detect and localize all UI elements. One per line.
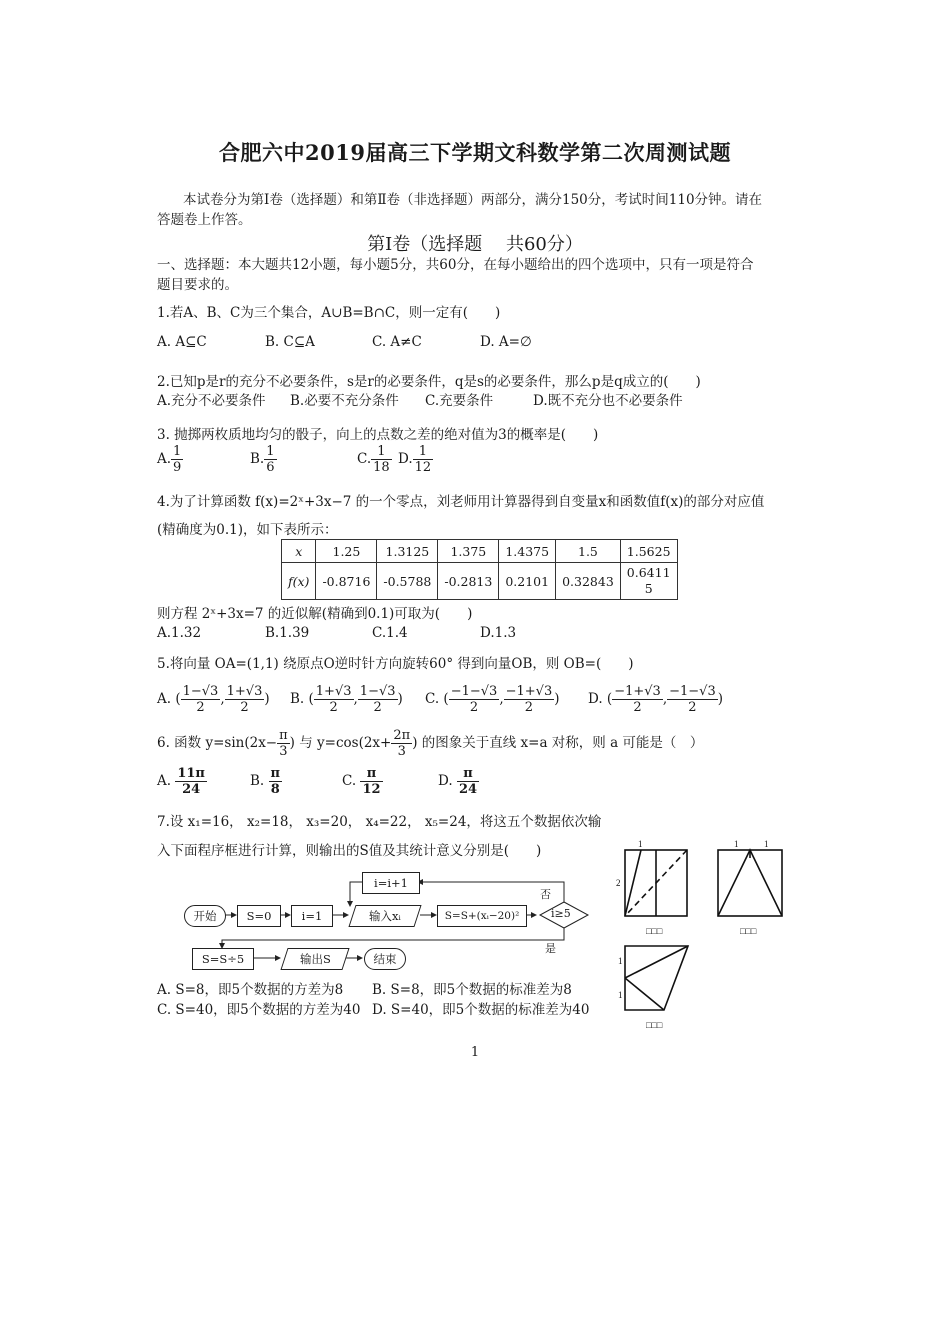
table-cell: 1.375: [438, 540, 499, 563]
q6-option-b: [250, 766, 282, 797]
frac-den: 12: [362, 782, 381, 797]
q6-stem-part: ) 的图象关于直线 x=a 对称，则 a 可能是（ ）: [412, 735, 704, 751]
flow-yes-label: 是: [545, 942, 556, 955]
fraction: [449, 684, 500, 715]
option-label: B. (: [290, 691, 314, 707]
fraction: [612, 684, 663, 715]
frac-num: 1−√3: [359, 684, 396, 699]
frac-den: 2: [240, 700, 249, 715]
table-cell: 1.5: [556, 540, 621, 563]
table-row: [282, 563, 678, 600]
frac-den: 2: [469, 700, 479, 715]
frac-den: 24: [458, 782, 478, 797]
frac-den: 2: [196, 700, 205, 715]
q4-option-a: A.1.32: [157, 625, 202, 641]
frac-den: 9: [173, 460, 182, 475]
frac-num: −1−√3: [669, 684, 716, 699]
frac-num: π: [270, 766, 281, 781]
flow-divide: S=S÷5: [192, 948, 254, 970]
q3-option-d-fraction: [413, 444, 434, 475]
q1-option-d: D. A=∅: [480, 334, 532, 350]
option-label: D. (: [588, 691, 613, 707]
q5-option-c: C. ( $\frac{-1-√3}{2}$ , $\frac{-1+√3}{2}$ ): [425, 684, 560, 715]
intro-line-2: 答题卷上作答。: [157, 212, 252, 228]
option-label: A. (: [157, 691, 181, 707]
flow-increment: i=i+1: [362, 872, 420, 894]
q2-stem: 2.已知p是r的充分不必要条件，s是r的必要条件，q是s的必要条件，那么p是q成立的( ): [157, 374, 701, 390]
table-cell: 1.3125: [377, 540, 438, 563]
q2-option-c: C.充要条件: [425, 393, 494, 409]
q3-option-b-fraction: [264, 444, 276, 475]
q3-stem: 3. 抛掷两枚质地均匀的骰子，向上的点数之差的绝对值为3的概率是( ): [157, 427, 599, 443]
option-label: A.: [157, 773, 172, 789]
q7-option-c: C. S=40，即5个数据的方差为40: [157, 1002, 361, 1018]
q3-option-c: [357, 444, 392, 475]
fraction: [457, 766, 479, 797]
table-cell: -0.2813: [438, 563, 499, 600]
q3-option-c-label: C.: [357, 451, 372, 467]
q2-option-b: B.必要不充分条件: [290, 393, 399, 409]
frac-den: 3: [397, 744, 406, 759]
q3-option-a-fraction: [171, 444, 183, 475]
q2-option-a: A.充分不必要条件: [157, 393, 266, 409]
fraction: [667, 684, 718, 715]
q3-option-b-label: B.: [250, 451, 265, 467]
fraction: [269, 766, 283, 797]
frac-num: 1−√3: [182, 684, 219, 699]
top-side-dim-b: 1: [618, 990, 623, 1000]
q1-option-b: B. C⊆A: [265, 334, 315, 350]
q2-option-d: D.既不充分也不必要条件: [533, 393, 683, 409]
side-view-caption: □□□: [740, 926, 757, 936]
close-paren: ): [554, 691, 560, 707]
flow-init-i: i=1: [291, 905, 333, 927]
q4-option-d: D.1.3: [480, 625, 517, 641]
q5-option-d: D. ( $\frac{-1+√3}{2}$ , $\frac{-1-√3}{2}$ ): [588, 684, 724, 715]
frac-num: 1: [371, 444, 392, 460]
frac-den: 24: [182, 782, 201, 797]
close-paren: ): [264, 691, 270, 707]
front-side-dim: 2: [616, 878, 621, 888]
q4-stem-line-1: 4.为了计算函数 f(x)=2ˣ+3x−7 的一个零点，刘老师用计算器得到自变量x和函数值f(x)的部分对应值: [157, 494, 765, 510]
table-cell: -0.8716: [316, 563, 377, 600]
q5-option-b: B. ( $\frac{1+√3}{2}$ , $\frac{1-√3}{2}$ ): [290, 684, 403, 715]
flow-input: [348, 905, 421, 927]
top-view-caption: □□□: [646, 1020, 663, 1030]
close-paren: ): [717, 691, 724, 707]
three-view-figure: [610, 838, 790, 1038]
frac-num: 11π: [177, 766, 205, 781]
frac-den: 2: [633, 700, 642, 715]
frac-num: 1: [173, 444, 182, 459]
front-view-caption: □□□: [646, 926, 663, 936]
q3-option-d-label: D.: [398, 451, 413, 467]
q3-option-c-fraction: [371, 444, 392, 475]
top-side-dim-a: 1: [618, 956, 623, 966]
flow-output: [280, 948, 349, 970]
q6-stem-part: ) 与 y=cos(2x+: [289, 735, 392, 751]
q1-option-c: C. A≠C: [372, 334, 422, 350]
q1-option-a: A. A⊆C: [157, 334, 207, 350]
top-view: [625, 946, 688, 1010]
q5-option-a: A. ( $\frac{1-√3}{2}$ , $\frac{1+√3}{2}$ ): [157, 684, 270, 715]
fraction: [314, 684, 354, 715]
fraction: [358, 684, 398, 715]
frac-den: 6: [266, 460, 275, 475]
side-top-dim-b: 1: [764, 839, 769, 849]
table-cell: 0.32843: [556, 563, 621, 600]
q7-option-d: D. S=40，即5个数据的标准差为40: [372, 1002, 590, 1018]
q7-stem-line-2: 入下面程序框进行计算，则输出的S值及其统计意义分别是( ): [157, 843, 542, 859]
frac-den: 2: [373, 700, 382, 715]
frac-den: 2: [688, 700, 697, 715]
flowchart: [180, 860, 600, 975]
part1-line-1: 一、选择题：本大题共12小题，每小题5分，共60分，在每小题给出的四个选项中，只有一项是符合: [157, 257, 754, 273]
frac-num: π: [360, 766, 382, 782]
page-title: 合肥六中2019届高三下学期文科数学第二次周测试题: [219, 140, 731, 165]
option-label: B.: [250, 773, 265, 789]
flow-output-label: 输出S: [299, 952, 331, 966]
q4-option-b: B.1.39: [265, 625, 310, 641]
frac-den: 8: [270, 782, 280, 797]
q6-option-d: [438, 766, 479, 797]
fraction: [175, 766, 207, 797]
table-cell: 0.2101: [499, 563, 556, 600]
frac-den: 2: [524, 700, 534, 715]
q4-option-c: C.1.4: [372, 625, 408, 641]
close-paren: ): [397, 691, 403, 707]
q3-option-a-label: A.: [157, 451, 172, 467]
q6-option-a: [157, 766, 207, 797]
fraction: [181, 684, 221, 715]
q4-value-table: [281, 539, 678, 600]
table-cell: x: [282, 540, 316, 563]
fraction: [225, 684, 265, 715]
frac-num: −1+√3: [614, 684, 661, 699]
part1-line-2: 题目要求的。: [157, 277, 238, 293]
page-number: 1: [470, 1045, 480, 1060]
q3-option-d: [398, 444, 433, 475]
frac-num: 2π: [393, 728, 411, 743]
table-cell: f(x): [282, 563, 316, 600]
table-row: [282, 540, 678, 563]
frac-den: 12: [414, 460, 432, 475]
fraction: [277, 728, 290, 759]
front-top-dim: 1: [638, 839, 643, 849]
flow-end: 结束: [364, 948, 406, 970]
frac-num: π: [457, 766, 479, 782]
frac-num: −1−√3: [450, 684, 498, 699]
frac-den: 2: [329, 700, 338, 715]
flow-no-label: 否: [540, 888, 551, 901]
table-cell: 1.5625: [620, 540, 677, 563]
frac-num: −1+√3: [505, 684, 553, 699]
q7-option-b: B. S=8，即5个数据的标准差为8: [372, 982, 572, 998]
section-heading: 第Ⅰ卷（选择题 共60分）: [367, 234, 583, 255]
frac-num: 1: [413, 444, 434, 460]
q6-stem-part: 6. 函数 y=sin(2x−: [157, 735, 278, 751]
q4-after: 则方程 2ˣ+3x=7 的近似解(精确到0.1)可取为( ): [157, 606, 473, 622]
q3-option-b: [250, 444, 277, 475]
intro-line-1: 本试卷分为第Ⅰ卷（选择题）和第Ⅱ卷（非选择题）两部分，满分150分，考试时间110分钟。请在: [183, 192, 763, 208]
option-label: D.: [438, 773, 453, 789]
flow-input-label: 输入xᵢ: [369, 909, 401, 923]
side-top-dim-a: 1: [734, 839, 739, 849]
table-cell: 1.25: [316, 540, 377, 563]
q1-stem: 1.若A、B、C为三个集合，A∪B=B∩C，则一定有( ): [157, 305, 501, 321]
q5-stem: 5.将向量 OA=(1,1) 绕原点O逆时针方向旋转60° 得到向量OB，则 OB=( ): [157, 656, 634, 672]
frac-num: 1: [266, 444, 275, 459]
side-view: [718, 850, 782, 916]
q7-stem-line-1: 7.设 x₁=16， x₂=18， x₃=20， x₄=22， x₅=24，将这五个数据依次输: [157, 814, 602, 830]
q3-option-a: [157, 444, 183, 475]
fraction: [391, 728, 412, 759]
option-label: C.: [342, 773, 357, 789]
q7-option-a: A. S=8，即5个数据的方差为8: [157, 982, 344, 998]
fraction: [504, 684, 555, 715]
table-cell: -0.5788: [377, 563, 438, 600]
flow-condition: i≥5: [551, 907, 571, 920]
q6-option-c: [342, 766, 383, 797]
frac-den: 3: [279, 744, 288, 759]
q6-stem: [157, 728, 703, 759]
fraction: [360, 766, 382, 797]
frac-num: 1+√3: [315, 684, 352, 699]
frac-den: 18: [373, 460, 390, 475]
option-label: C. (: [425, 691, 449, 707]
flow-update: S=S+(xᵢ−20)²: [437, 905, 527, 927]
flow-start: 开始: [184, 905, 226, 927]
flow-init-s: S=0: [237, 905, 281, 927]
frac-num: 1+√3: [226, 684, 263, 699]
table-cell: 1.4375: [499, 540, 556, 563]
q4-stem-line-2: (精确度为0.1)，如下表所示：: [157, 522, 338, 538]
table-cell: 0.6411 5: [620, 563, 677, 600]
frac-num: π: [279, 728, 288, 743]
